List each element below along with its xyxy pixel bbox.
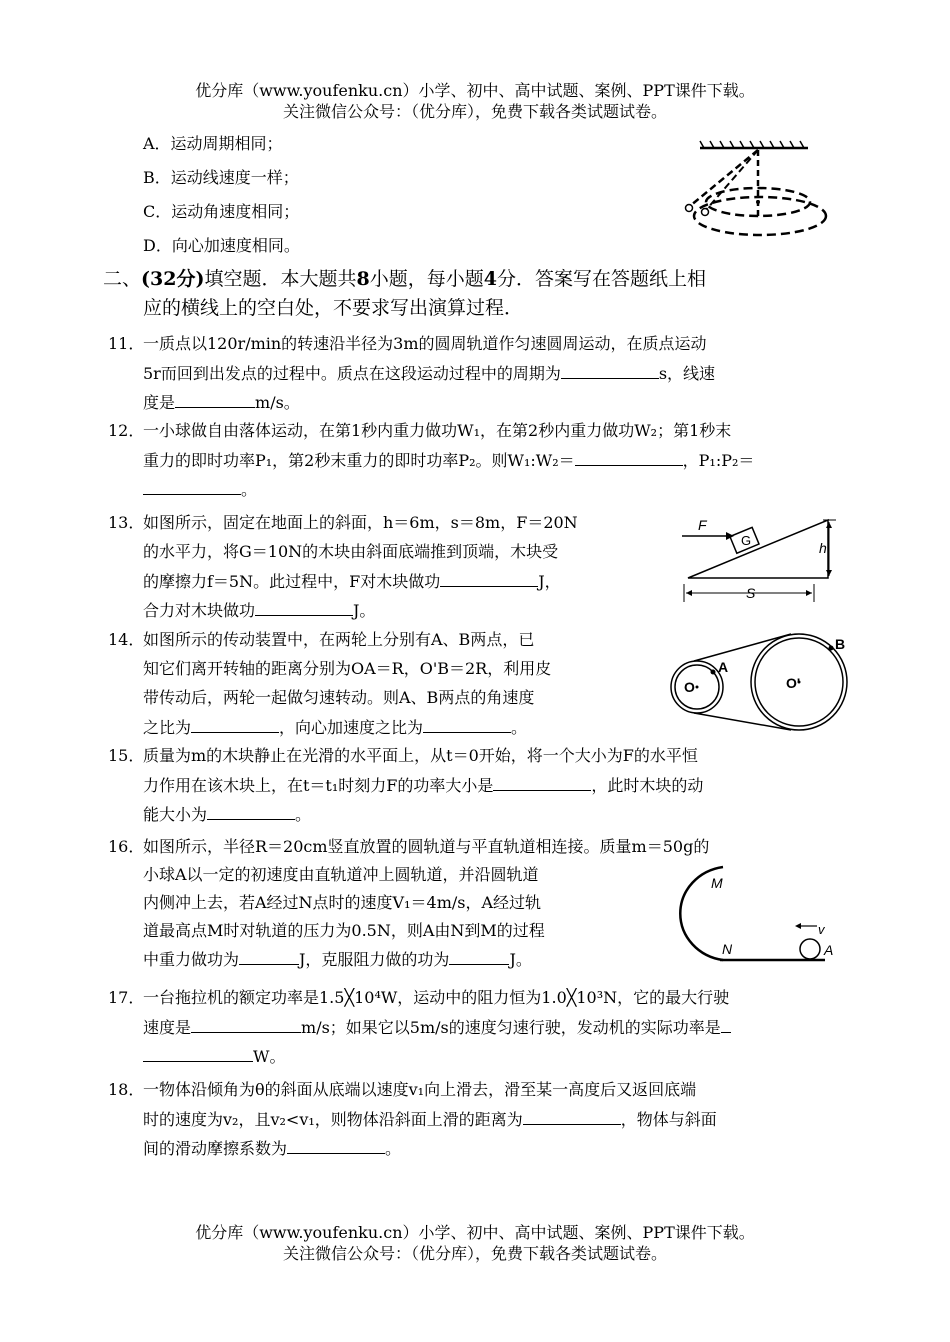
footer-line-2: 关注微信公众号：（优分库），免费下载各类试题试卷。 [282, 1244, 667, 1263]
q16-line5: 中重力做功为 J，克服阻力做的功为 J。 [143, 950, 532, 969]
option-a: A．运动周期相同； [143, 134, 283, 153]
section2-heading-line2: 应的横线上的空白处，不要求写出演算过程． [143, 297, 524, 319]
answer-blank[interactable] [191, 1016, 301, 1033]
q18-number: 18． [108, 1080, 145, 1099]
q11-number: 11． [108, 334, 145, 353]
q16-line1: 如图所示，半径R＝20cm竖直放置的圆轨道与平直轨道相连接。质量m＝50g的 [143, 837, 710, 856]
fig-label-s: S [746, 585, 756, 601]
q11-line3: 度是 m/s。 [143, 393, 300, 412]
q17-line1: 一台拖拉机的额定功率是1.5╳10⁴W，运动中的阻力恒为1.0╳10³N，它的最大行驶 [143, 988, 730, 1007]
option-d: D．向心加速度相同。 [143, 236, 300, 255]
q16-line3: 内侧冲上去，若A经过N点时的速度V₁＝4m/s，A经过轨 [143, 893, 542, 912]
answer-blank[interactable] [191, 716, 279, 733]
answer-blank[interactable] [423, 716, 511, 733]
option-c: C．运动角速度相同； [143, 202, 300, 221]
q12-line3: 。 [143, 478, 257, 501]
fig-label-o-prime: O' [786, 675, 801, 691]
fig-label-f: F [698, 517, 707, 533]
q17-line2: 速度是 m/s；如果它以5m/s的速度匀速行驶，发动机的实际功率是 [143, 1016, 731, 1039]
q11-line1: 一质点以120r/min的转速沿半径为3m的圆周轨道作匀速圆周运动，在质点运动 [143, 334, 707, 353]
q12-line2: 重力的即时功率P₁，第2秒末重力的即时功率P₂。则W₁:W₂＝ ，P₁:P₂＝ [143, 451, 755, 470]
fig-label-o: O [684, 679, 695, 695]
q14-line1: 如图所示的传动装置中，在两轮上分别有A、B两点，已 [143, 630, 535, 649]
fig-label-b: B [835, 636, 846, 652]
answer-blank[interactable] [561, 362, 659, 379]
q16-line4: 道最高点M时对轨道的压力为0.5N，则A由N到M的过程 [143, 921, 545, 940]
answer-blank[interactable] [143, 478, 241, 495]
q13-line1: 如图所示，固定在地面上的斜面，h＝6m，s＝8m，F＝20N [143, 513, 578, 532]
answer-blank[interactable] [721, 1016, 731, 1033]
answer-blank[interactable] [287, 1137, 385, 1154]
q18-line2: 时的速度为v₂，且v₂<v₁，则物体沿斜面上滑的距离为 ，物体与斜面 [143, 1110, 717, 1129]
answer-blank[interactable] [239, 948, 299, 965]
answer-blank[interactable] [493, 774, 591, 791]
q13-line2: 的水平力，将G＝10N的木块由斜面底端推到顶端，木块受 [143, 542, 559, 561]
answer-blank[interactable] [207, 803, 295, 820]
q17-line3: W。 [143, 1045, 285, 1068]
q14-line3: 带传动后，两轮一起做匀速转动。则A、B两点的角速度 [143, 688, 535, 707]
q16-line2: 小球A以一定的初速度由直轨道冲上圆轨道，并沿圆轨道 [143, 865, 539, 884]
q14-number: 14． [108, 630, 145, 649]
q18-line3: 间的滑动摩擦系数为 。 [143, 1139, 402, 1158]
q13-line3: 的摩擦力f＝5N。此过程中，F对木块做功 J， [143, 572, 561, 591]
q18-line1: 一物体沿倾角为θ的斜面从底端以速度v₁向上滑去，滑至某一高度后又返回底端 [143, 1080, 697, 1099]
q11-line2: 5r而回到出发点的过程中。质点在这段运动过程中的周期为 s，线速 [143, 364, 716, 383]
answer-blank[interactable] [523, 1108, 621, 1125]
header-line-2: 关注微信公众号：（优分库），免费下载各类试题试卷。 [282, 102, 667, 121]
fig-label-n: N [722, 941, 733, 957]
answer-blank[interactable] [440, 570, 538, 587]
footer-line-1: 优分库（www.youfenku.cn）小学、初中、高中试题、案例、PPT课件下载。 [195, 1223, 755, 1242]
q15-line2: 力作用在该木块上，在t＝t₁时刻力F的功率大小是 ，此时木块的动 [143, 776, 704, 795]
loop-track-figure [665, 862, 850, 967]
belt-drive-figure [670, 628, 855, 733]
q13-line4: 合力对木块做功 J。 [143, 601, 376, 620]
q14-line4: 之比为 ，向心加速度之比为 。 [143, 718, 528, 737]
q13-number: 13． [108, 513, 145, 532]
q15-line1: 质量为m的木块静止在光滑的水平面上，从t＝0开始，将一个大小为F的水平恒 [143, 746, 698, 765]
section2-heading-line1: 二、(32分)填空题．本大题共8小题，每小题4分．答案写在答题纸上相 [103, 268, 706, 290]
q15-line3: 能大小为 。 [143, 805, 312, 824]
answer-blank[interactable] [575, 449, 683, 466]
fig-label-m: M [711, 875, 723, 891]
answer-blank[interactable] [175, 391, 255, 408]
q12-line1: 一小球做自由落体运动，在第1秒内重力做功W₁，在第2秒内重力做功W₂；第1秒末 [143, 421, 732, 440]
q15-number: 15． [108, 746, 145, 765]
fig-label-a: A [718, 659, 729, 675]
fig-label-a: A [824, 942, 834, 958]
q17-number: 17． [108, 988, 145, 1007]
fig-label-g: G [741, 533, 752, 548]
answer-blank[interactable] [255, 599, 353, 616]
fig-label-v: v [818, 922, 825, 937]
conical-pendulum-figure [680, 138, 830, 248]
q14-line2: 知它们离开转轴的距离分别为OA＝R，O'B＝2R，利用皮 [143, 659, 552, 678]
q12-number: 12． [108, 421, 145, 440]
header-line-1: 优分库（www.youfenku.cn）小学、初中、高中试题、案例、PPT课件下载。 [195, 81, 755, 100]
q16-number: 16． [108, 837, 145, 856]
incline-figure [678, 508, 843, 608]
option-b: B．运动线速度一样； [143, 168, 299, 187]
answer-blank[interactable] [143, 1045, 253, 1062]
answer-blank[interactable] [449, 948, 509, 965]
fig-label-h: h [819, 540, 827, 556]
